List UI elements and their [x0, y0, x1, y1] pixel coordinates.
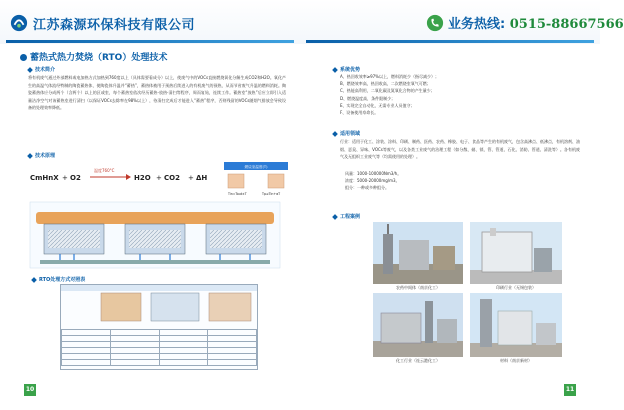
header-rule-left: [6, 40, 294, 43]
feature-item: E、实现完全自动化，无需专业人员值守；: [340, 102, 415, 108]
page-number-left: 10: [24, 384, 36, 396]
section-heading-cases: 工程案例: [333, 213, 360, 220]
company-name: 江苏森源环保科技有限公司: [33, 18, 196, 33]
eq-oxygen: O2: [70, 174, 81, 182]
page-number-right: 11: [564, 384, 576, 396]
chamber-2: [125, 224, 185, 254]
rto-comparison-table: [60, 284, 258, 370]
hotline-number: 0515-88667566: [509, 17, 624, 32]
svg-text:+: +: [62, 174, 68, 182]
case-photo-3: [373, 293, 463, 357]
table-thumbnails: [61, 285, 257, 325]
header-rule-right: [306, 40, 594, 43]
section-heading-table: RTO处理方式对照表: [32, 276, 85, 283]
diamond-bullet-icon: [332, 131, 338, 137]
feature-item: B、燃烧效率高，热回收高，二次燃烧室氧气可燃；: [340, 81, 431, 87]
title-bullet-icon: [20, 54, 27, 61]
scope-param: 风量：1000-100000Nm3/h。: [345, 171, 402, 176]
case-caption-4: 材料（南京新材）: [500, 358, 532, 363]
scope-param: 浓度：5000-20000mg/m3。: [345, 178, 400, 184]
case-photo-4: [470, 293, 562, 357]
case-photo-2: [470, 222, 562, 284]
energy-box-top: 燃烧室温度(T): [244, 165, 268, 169]
company-logo-icon: [10, 14, 28, 32]
scope-params: [345, 170, 565, 192]
section-heading-scope: 适用领域: [333, 130, 360, 137]
eq-condition: 温度760°C: [94, 168, 115, 173]
feature-item: D、燃烧温度高，条件限制少；: [340, 95, 396, 101]
intro-paragraph: 将有机废气通过外部燃料或电加热方式加热到760度以上（具体需要看成分）以上，使废气中的VOCs直接燃烧氧化分解生成CO2和H2O。氧化产生的高温气体流经特制的陶瓷蓄热体，使陶瓷体升温并“蓄热”，蓄热体被用于预热后续进入的有机废气的预热，从而节省废气升温的燃料消耗。陶瓷蓄热体应分成两个（含两个）以上的区或室，每个蓄热室依次经历蓄热-放热-清扫等程序，周而复始，连续工作。蓄热室“放热”后应立即引入适量洁净空气对该蓄热室进行清扫（以保证VOCs去除率在98%以上），待清扫完成后才能进入“蓄热”程序，否则残留的VOCs随烟气排放会导致设备的处理效率降低。: [28, 75, 286, 110]
feature-item: F、设备使用寿命长。: [340, 110, 379, 116]
diamond-bullet-icon: [332, 214, 338, 220]
case-photo-1: [373, 222, 463, 284]
section-heading-features: 系统优势: [333, 66, 360, 73]
svg-text:+: +: [188, 174, 194, 182]
eq-heat: ΔH: [196, 174, 208, 182]
hotline-label: 业务热线:: [448, 17, 506, 32]
energy-tin: Tin=Tout±T: [228, 192, 247, 196]
diamond-bullet-icon: [27, 67, 33, 73]
diamond-bullet-icon: [332, 67, 338, 73]
section-heading-principle: 技术原理: [28, 152, 55, 159]
feature-item: C、热能高利用，二氧化碳及氮氧化合物的产生量少；: [340, 88, 435, 94]
reaction-equation-diagram: [24, 160, 292, 200]
rto-chambers-diagram: [30, 202, 280, 268]
energy-tp: Tp≥Tin+αT: [262, 192, 281, 196]
phone-icon: [426, 14, 444, 32]
header-bar: [0, 0, 624, 44]
diamond-bullet-icon: [31, 277, 37, 283]
case-caption-2: 印刷行业（无锡包装）: [496, 285, 536, 290]
eq-reactant: CmHnX: [30, 174, 59, 182]
features-list: [340, 73, 580, 116]
page-title: 蓄热式热力焚烧（RTO）处理技术: [20, 50, 167, 63]
eq-product-co2: CO2: [164, 174, 180, 182]
chamber-3: [206, 224, 266, 254]
chamber-1: [44, 224, 104, 254]
scope-paragraph: 行业：适用于化工、涂装、涂料、印刷、制药、医药、农药、橡胶、电子、食品等产生的有机废气，包含高沸点、低沸点，有机溶剂、油烟、恶臭、异味、VOCs等废气，以及各类工业废气的治理工程（如分散、储、锁、管、管道、石化、消防、管道、清洗等）。各有机废气及无组织工业废气等（均需使用的处理）。: [340, 139, 580, 159]
section-heading-intro: 技术简介: [28, 66, 55, 73]
hotline: [448, 13, 624, 32]
diamond-bullet-icon: [27, 153, 33, 159]
eq-product-water: H2O: [134, 174, 151, 182]
comparison-grid: [61, 329, 257, 366]
case-caption-3: 化工行业（连云港化工）: [396, 358, 440, 363]
feature-item: A、热回收效率≥97%以上，燃料消耗少（指尽减少）；: [340, 74, 439, 79]
case-caption-1: 农药中间体（南京化工）: [396, 285, 440, 290]
svg-text:+: +: [156, 174, 162, 182]
scope-param: 组分：一种或多种组分。: [345, 185, 389, 191]
